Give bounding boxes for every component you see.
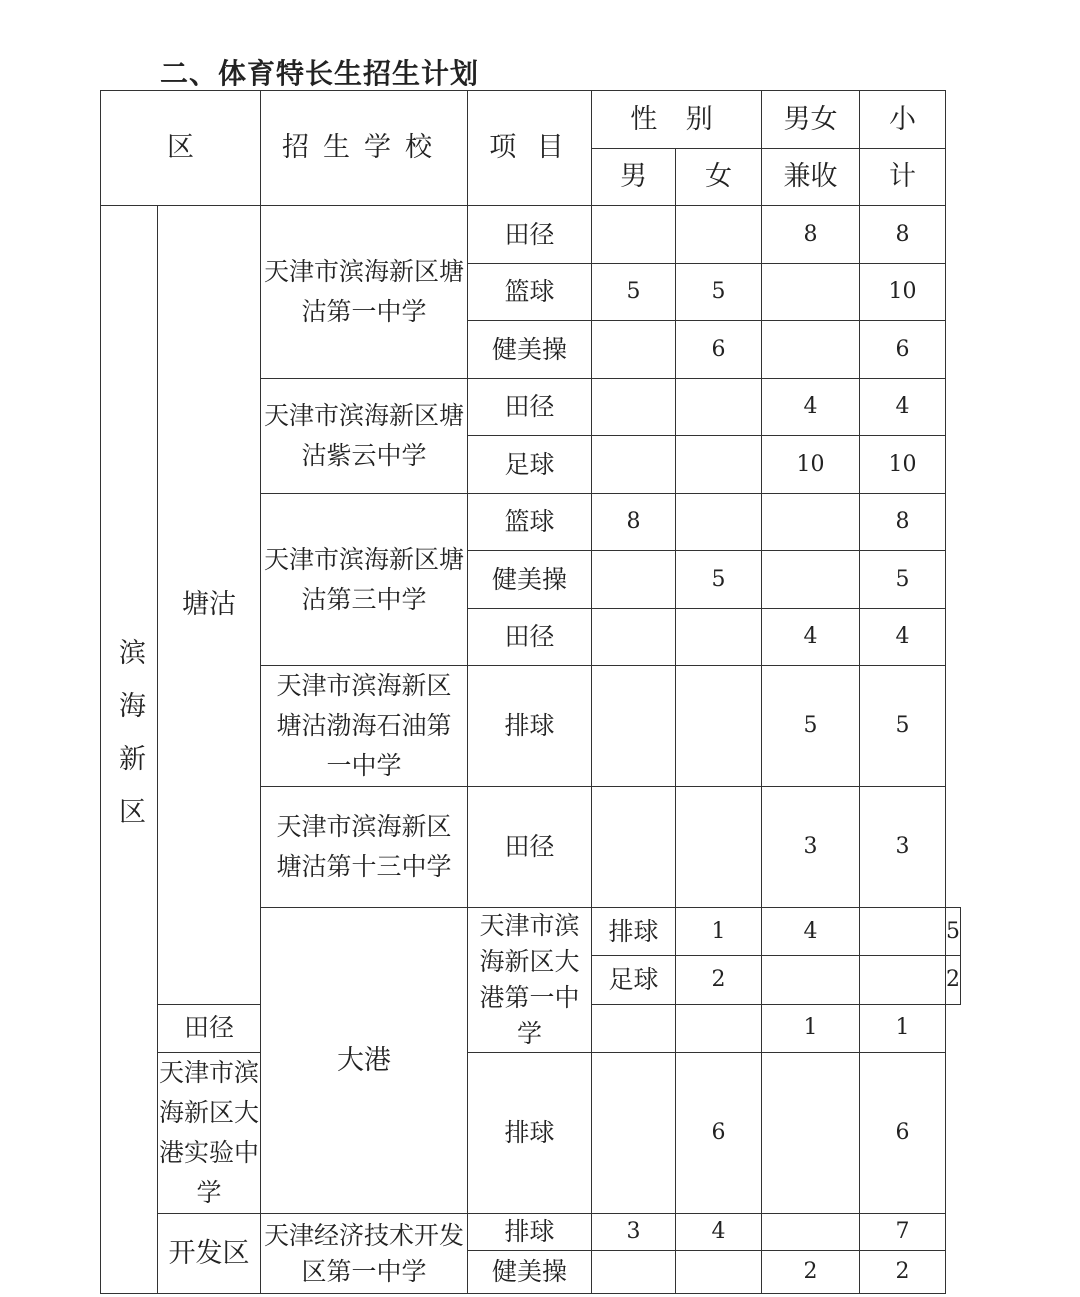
female-cell: 5	[676, 264, 762, 321]
female-cell: 5	[676, 551, 762, 609]
school-cell: 天津市滨海新区塘沽第一中学	[261, 206, 468, 379]
both-cell	[762, 321, 860, 379]
area-dagang: 大港	[261, 908, 468, 1214]
table-row	[101, 1214, 961, 1251]
subtotal-cell: 5	[946, 908, 961, 956]
subtotal-cell: 1	[860, 1004, 946, 1052]
sport-cell: 篮球	[468, 494, 592, 551]
male-cell	[592, 551, 676, 609]
sport-cell: 排球	[468, 666, 592, 787]
sport-cell: 田径	[468, 206, 592, 264]
male-cell: 3	[592, 1214, 676, 1251]
both-cell	[762, 494, 860, 551]
enrollment-table	[100, 90, 961, 1294]
sport-cell: 排球	[468, 1214, 592, 1251]
both-cell: 5	[762, 666, 860, 787]
both-cell	[762, 264, 860, 321]
female-cell	[676, 1251, 762, 1294]
female-cell: 4	[762, 908, 860, 956]
area-tanggu: 塘沽	[158, 206, 261, 1005]
both-cell: 8	[762, 206, 860, 264]
both-cell: 1	[762, 1004, 860, 1052]
table-row	[101, 1053, 961, 1214]
sport-cell: 篮球	[468, 264, 592, 321]
male-cell	[592, 787, 676, 908]
both-cell	[860, 956, 946, 1004]
sport-cell: 田径	[468, 609, 592, 666]
male-cell	[592, 436, 676, 494]
header-male: 男	[592, 149, 676, 206]
both-cell	[762, 551, 860, 609]
both-cell	[762, 1214, 860, 1251]
header-both-line1: 男女	[762, 91, 860, 149]
subtotal-cell: 2	[860, 1251, 946, 1294]
header-row	[101, 91, 961, 149]
school-cell: 天津经济技术开发区第一中学	[261, 1214, 468, 1294]
subtotal-cell: 7	[860, 1214, 946, 1251]
female-cell: 4	[676, 1214, 762, 1251]
both-cell	[860, 908, 946, 956]
male-cell	[592, 1004, 676, 1052]
both-cell: 3	[762, 787, 860, 908]
sport-cell: 健美操	[468, 321, 592, 379]
female-cell	[676, 666, 762, 787]
both-cell: 4	[762, 379, 860, 436]
header-female: 女	[676, 149, 762, 206]
subtotal-cell: 3	[860, 787, 946, 908]
female-cell	[762, 956, 860, 1004]
header-subtotal-line2: 计	[860, 149, 946, 206]
sport-cell: 足球	[592, 956, 676, 1004]
area-kaifa: 开发区	[158, 1214, 261, 1294]
subtotal-cell: 8	[860, 494, 946, 551]
sport-cell: 排球	[468, 1053, 592, 1214]
male-cell: 1	[676, 908, 762, 956]
sport-cell: 排球	[592, 908, 676, 956]
subtotal-cell: 10	[860, 264, 946, 321]
male-cell: 5	[592, 264, 676, 321]
school-cell: 天津市滨海新区塘沽第三中学	[261, 494, 468, 666]
school-cell: 天津市滨海新区塘沽紫云中学	[261, 379, 468, 494]
female-cell	[676, 787, 762, 908]
male-cell	[592, 609, 676, 666]
subtotal-cell: 5	[860, 551, 946, 609]
male-cell	[592, 206, 676, 264]
female-cell: 6	[676, 1053, 762, 1214]
sport-cell: 田径	[468, 787, 592, 908]
male-cell	[592, 321, 676, 379]
subtotal-cell: 10	[860, 436, 946, 494]
subtotal-cell: 6	[860, 321, 946, 379]
female-cell	[676, 1004, 762, 1052]
header-sport: 项 目	[468, 91, 592, 206]
female-cell: 6	[676, 321, 762, 379]
school-cell: 天津市滨海新区塘沽渤海石油第一中学	[261, 666, 468, 787]
male-cell	[592, 1053, 676, 1214]
header-subtotal-line1: 小	[860, 91, 946, 149]
subtotal-cell: 5	[860, 666, 946, 787]
school-cell: 天津市滨海新区大港第一中学	[468, 908, 592, 1053]
header-school: 招生学校	[261, 91, 468, 206]
sport-cell: 田径	[468, 379, 592, 436]
sport-cell: 足球	[468, 436, 592, 494]
subtotal-cell: 2	[946, 956, 961, 1004]
sport-cell: 健美操	[468, 551, 592, 609]
both-cell	[762, 1053, 860, 1214]
page-title: 二、体育特长生招生计划	[160, 57, 480, 90]
both-cell: 2	[762, 1251, 860, 1294]
header-both-line2: 兼收	[762, 149, 860, 206]
male-cell	[592, 379, 676, 436]
school-cell: 天津市滨海新区塘沽第十三中学	[261, 787, 468, 908]
school-cell: 天津市滨海新区大港实验中学	[158, 1053, 261, 1214]
subtotal-cell: 4	[860, 379, 946, 436]
district-label: 滨海新区	[114, 637, 145, 850]
sport-cell: 健美操	[468, 1251, 592, 1294]
female-cell	[676, 436, 762, 494]
subtotal-cell: 6	[860, 1053, 946, 1214]
subtotal-cell: 4	[860, 609, 946, 666]
female-cell	[676, 494, 762, 551]
female-cell	[676, 379, 762, 436]
both-cell: 4	[762, 609, 860, 666]
male-cell	[592, 666, 676, 787]
male-cell: 8	[592, 494, 676, 551]
sport-cell: 田径	[158, 1004, 261, 1052]
male-cell: 2	[676, 956, 762, 1004]
district-cell	[101, 206, 158, 1294]
table-row	[101, 206, 961, 264]
female-cell	[676, 609, 762, 666]
female-cell	[676, 206, 762, 264]
subtotal-cell: 8	[860, 206, 946, 264]
male-cell	[592, 1251, 676, 1294]
both-cell: 10	[762, 436, 860, 494]
header-district: 区	[101, 91, 261, 206]
header-gender: 性 别	[592, 91, 762, 149]
